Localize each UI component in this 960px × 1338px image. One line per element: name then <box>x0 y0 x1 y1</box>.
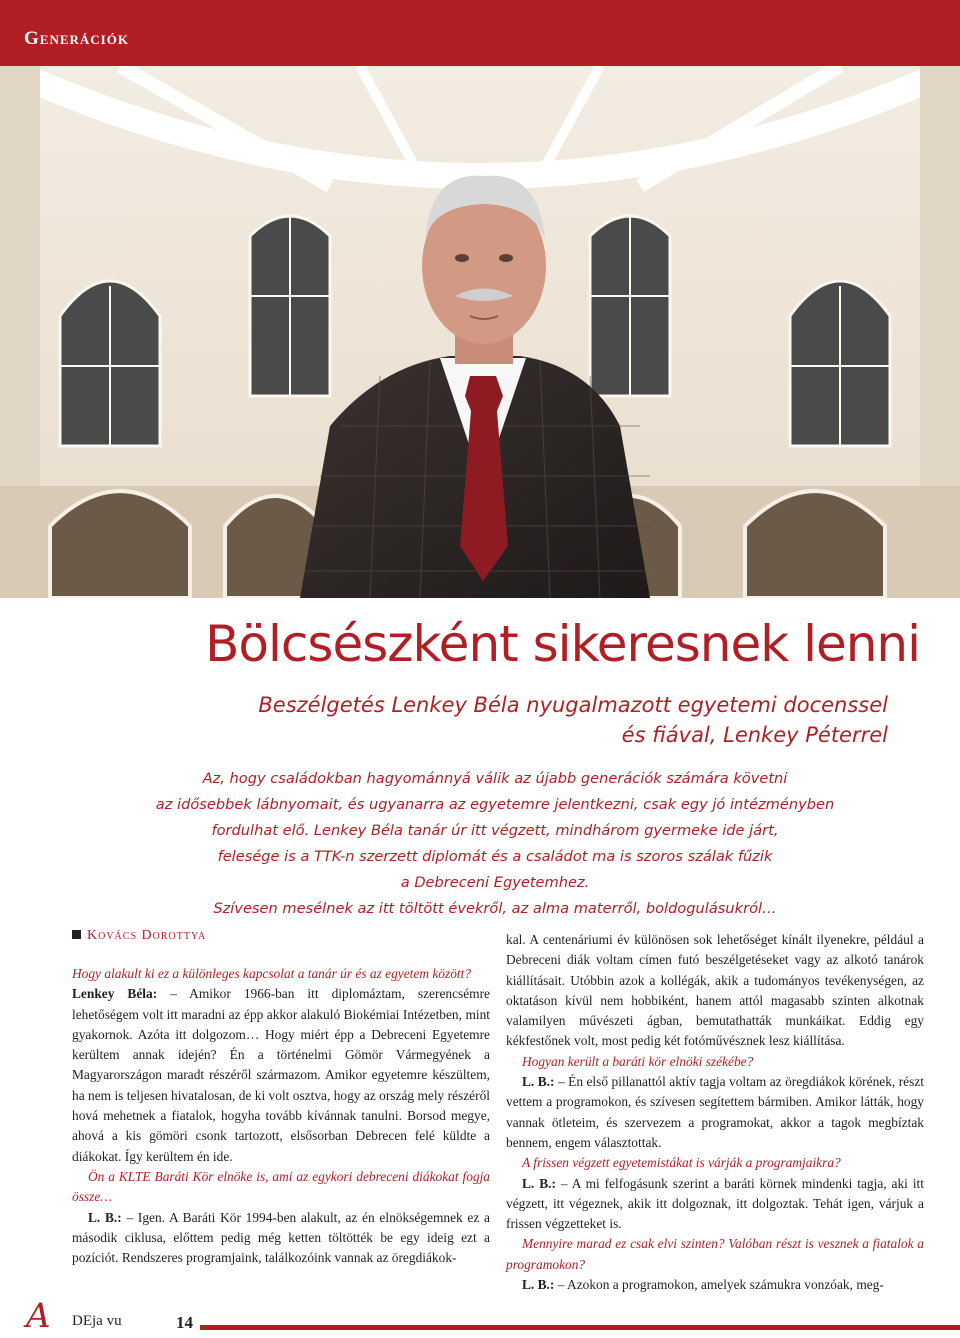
lead-line: felesége is a TTK-n szerzett diplomát és a családot ma is szoros szálak fűzik <box>217 848 773 865</box>
question: Hogyan került a baráti kör elnöki székébe? <box>522 1053 754 1069</box>
answer <box>506 1072 924 1153</box>
answer <box>72 1208 490 1269</box>
question: Mennyire marad ez csak elvi szinten? Valóban részt is vesznek a fiatalok a programokon? <box>506 1236 924 1272</box>
footer-rule <box>200 1325 960 1330</box>
answer <box>72 984 490 1167</box>
subtitle-line-1: Beszélgetés Lenkey Béla nyugalmazott egyetemi docenssel <box>258 693 888 717</box>
answer <box>506 1275 924 1295</box>
magazine-logo-letter: A <box>26 1296 51 1336</box>
question: Ön a KLTE Baráti Kör elnöke is, ami az egykori debreceni diákokat fogja össze… <box>72 1168 490 1205</box>
article-title: Bölcsészként sikeresnek lenni <box>205 615 920 673</box>
paragraph: kal. A centenáriumi év különösen sok lehetőséget kínált ilyenekre, például a Debreceni diák voltam címen futó beszélgetéseket vagy az alkotó tanárok kiállításait. Utóbbin azok a kollégák, akik a tudományos tevékenységen, az oktatáson kívül nem hobbiként, hanem attól magasabb szinten alkotnak valamilyen művészeti ágban, bemutathatták munkáikat. Eddig egy kékfestőnek volt, most pedig két fotóművésznek lesz kiállítása. <box>506 932 924 1049</box>
article-lead <box>60 766 930 922</box>
answer-text: – Azokon a programokon, amelyek számukra vonzóak, meg- <box>554 1277 884 1293</box>
answer-text: – Amikor 1966-ban itt diplomáztam, szerencsémre lehetőségem volt itt maradni az épp akkor alakuló Biokémiai Intézetben, mint gyakornok. Azóta itt dolgozom… Hogy miért épp a Debreceni Egyetemre kerültem annak idején? Én a történelmi Gömör Vármegyének a Magyarországon maradt részéről származom. Amikor egyetemre készültem, ha nem is teljesen hivatalosan, de ki volt osztva, hogy az ország mely részéről hová mehetnek a fiatalok, hogyha tovább kívánnak tanulni. Borsod megye, ahová a kis gömöri csonk tartozott, elsősorban Debrecen felé küldte a diákokat. Így kerültem én ide. <box>72 986 490 1164</box>
photo-illustration <box>0 66 960 598</box>
lead-line: fordulhat elő. Lenkey Béla tanár úr itt végzett, mindhárom gyermeke ide járt, <box>211 822 779 839</box>
answer-text: – Én első pillanattól aktív tagja voltam az öregdiákok körének, részt vettem a programokon, és szívesen segítettem bármiben. Amikor látták, hogy vannak ötleteim, és szervezem a programokat, akkor a tagok megbíztak bennem, engem választottak. <box>506 1074 924 1150</box>
right-column <box>506 930 924 1295</box>
lead-line: Az, hogy családokban hagyománnyá válik az újabb generációk számára követni <box>202 770 788 787</box>
lead-line: a Debreceni Egyetemhez. <box>400 874 590 891</box>
page-number: 14 <box>176 1313 193 1332</box>
author-byline <box>72 928 206 944</box>
lead-line: az idősebbek lábnyomait, és ugyanarra az egyetemre jelentkezni, csak egy jó intézményben <box>155 796 835 813</box>
left-column <box>72 964 490 1268</box>
answer-text: – Igen. A Baráti Kör 1994-ben alakult, az én elnökségemnek ez a második ciklusa, előttem pedig még ketten töltötték be egy ideig ezt a pozíciót. Rendszeres programjaink, találkozóink vannak az öregdiákok- <box>72 1209 490 1266</box>
answer <box>506 1174 924 1235</box>
speaker: L. B.: <box>522 1175 556 1191</box>
answer-text: – A mi felfogásunk szerint a baráti körnek mindenki tagja, aki itt végzett, itt végeznek, akik itt dolgoznak, itt dolgoztak. Tehát igen, várjuk a frissen végzetteket is. <box>506 1175 924 1232</box>
question: A frissen végzett egyetemistákat is várják a programjaikra? <box>522 1155 841 1171</box>
subtitle-line-2: és fiával, Lenkey Péterrel <box>621 723 888 747</box>
lead-line: Szívesen mesélnek az itt töltött évekről, az alma materről, boldogulásukról… <box>213 900 777 917</box>
magazine-name: DEja vu <box>72 1313 122 1329</box>
speaker: L. B.: <box>522 1074 555 1090</box>
question: Hogy alakult ki ez a különleges kapcsolat a tanár úr és az egyetem között? <box>72 966 472 981</box>
author-name: Kovács Dorottya <box>87 928 207 943</box>
speaker: L. B.: <box>88 1209 122 1225</box>
speaker: Lenkey Béla: <box>72 986 158 1002</box>
speaker: L. B.: <box>522 1277 555 1293</box>
article-photo <box>0 66 960 598</box>
square-bullet-icon <box>72 930 81 939</box>
header-band <box>0 0 960 66</box>
section-label: Generációk <box>24 28 129 49</box>
article-subtitle <box>80 690 888 750</box>
